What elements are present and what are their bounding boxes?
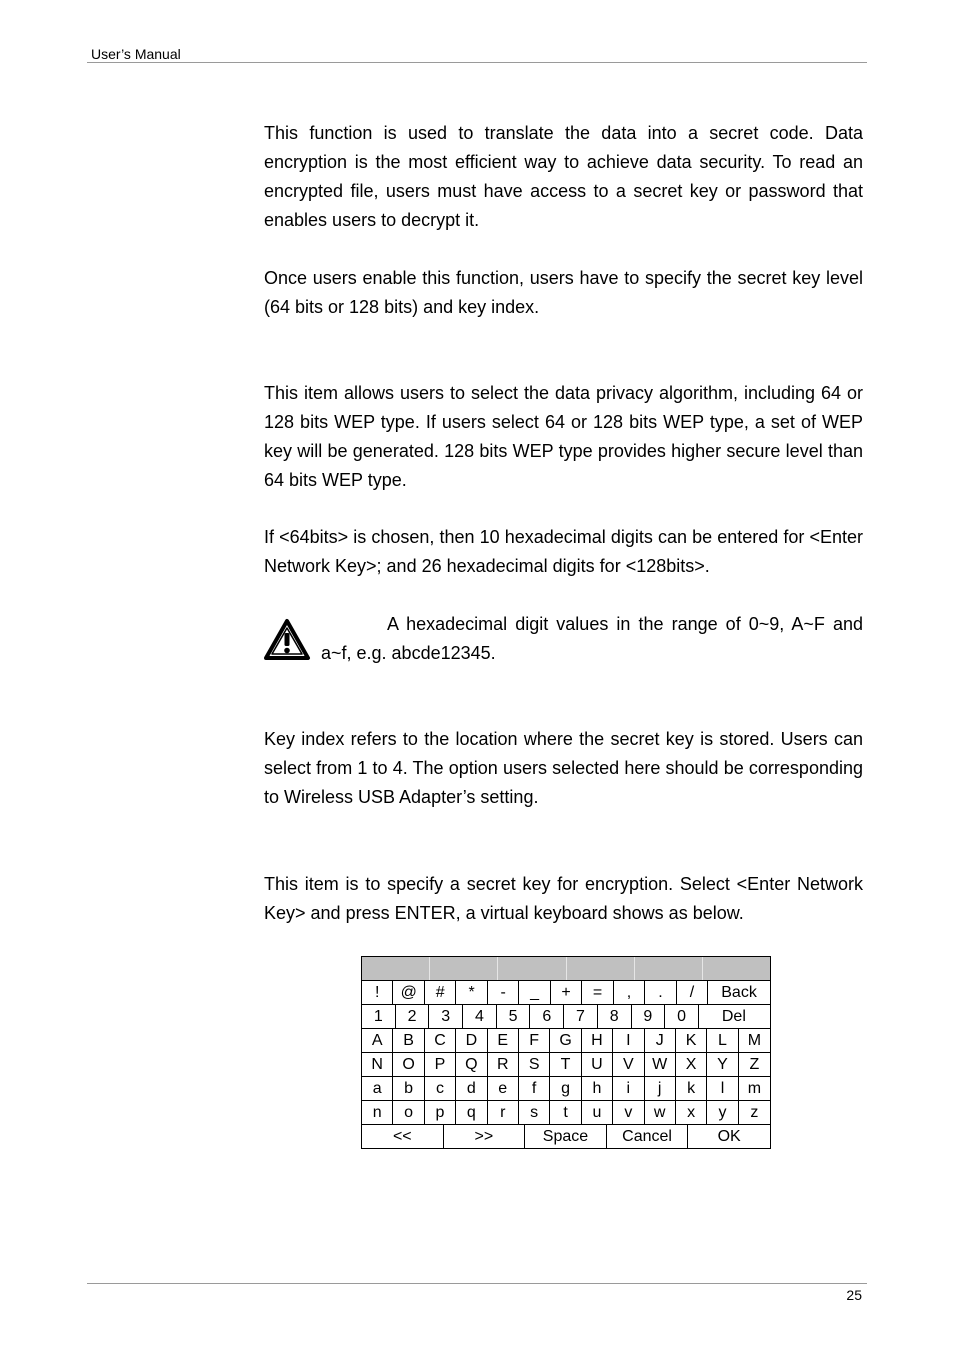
key-symbols-6[interactable]: + <box>551 981 582 1004</box>
key-upper1-12[interactable]: M <box>747 1031 762 1049</box>
keyboard-title-bar <box>362 957 770 981</box>
key-symbols-7[interactable]: = <box>582 981 613 1004</box>
key-lower2-7[interactable]: u <box>582 1101 613 1124</box>
key-lower2-10[interactable]: x <box>676 1101 707 1124</box>
key-upper2-0[interactable]: N <box>362 1053 393 1076</box>
key-lower2-2[interactable]: p <box>425 1101 456 1124</box>
key-upper1-11[interactable]: L <box>707 1029 738 1052</box>
key-lower2-1[interactable]: o <box>393 1101 424 1124</box>
key-controls-3[interactable]: Cancel <box>607 1125 689 1148</box>
key-upper1-1[interactable]: B <box>393 1029 424 1052</box>
key-upper2-1[interactable]: O <box>393 1053 424 1076</box>
key-upper2-11[interactable]: Y <box>707 1053 738 1076</box>
key-upper1-10[interactable]: K <box>676 1029 707 1052</box>
key-lower2-5[interactable]: s <box>519 1101 550 1124</box>
key-symbols-0[interactable]: ! <box>362 981 393 1004</box>
note-text: A hexadecimal digit values in the range of 0~9, A~F and a~f, e.g. abcde12345. <box>321 614 863 663</box>
key-digits-7[interactable]: 8 <box>598 1005 632 1028</box>
key-controls-2[interactable]: Space <box>525 1125 607 1148</box>
key-controls-1[interactable]: >> <box>444 1125 526 1148</box>
key-symbols-4[interactable]: - <box>488 981 519 1004</box>
key-lower2-4[interactable]: r <box>488 1101 519 1124</box>
key-upper2-7[interactable]: U <box>582 1053 613 1076</box>
key-lower1-6[interactable]: g <box>550 1077 581 1100</box>
key-digits-5[interactable]: 6 <box>530 1005 564 1028</box>
keyboard-row-uppercase-1 <box>362 1029 770 1053</box>
paragraph-key-index: Key index refers to the location where the secret key is stored. Users can select from 1 to 4. The option users selected here should be corresponding to Wireless USB Adapter’s setting. <box>264 729 863 807</box>
key-upper2-2[interactable]: P <box>425 1053 456 1076</box>
key-digits-0[interactable]: 1 <box>362 1005 396 1028</box>
key-lower2-12[interactable]: z <box>750 1103 759 1121</box>
keyboard-row-controls <box>362 1125 770 1148</box>
key-lower2-0[interactable]: n <box>362 1101 393 1124</box>
key-symbols-8[interactable]: , <box>614 981 645 1004</box>
key-digits-10[interactable]: Del <box>721 1007 746 1025</box>
key-lower1-0[interactable]: a <box>362 1077 393 1100</box>
key-lower2-8[interactable]: v <box>613 1101 644 1124</box>
key-symbols-5[interactable]: _ <box>519 981 550 1004</box>
paragraph-wep-type: This item allows users to select the data privacy algorithm, including 64 or 128 bits WEP type. If users select 64 or 128 bits WEP type, a set of WEP key will be generated. 128 bits WEP type provides higher secure level than 64 bits WEP type. <box>264 383 863 490</box>
key-upper1-0[interactable]: A <box>362 1029 393 1052</box>
paragraph-enable: Once users enable this function, users have to specify the secret key level (64 bits or 128 bits) and key index. <box>264 268 863 317</box>
key-upper2-12[interactable]: Z <box>749 1055 760 1073</box>
key-lower1-9[interactable]: j <box>645 1077 676 1100</box>
key-upper2-3[interactable]: Q <box>456 1053 487 1076</box>
key-symbols-3[interactable]: * <box>456 981 487 1004</box>
keyboard-row-uppercase-2 <box>362 1053 770 1077</box>
key-symbols-11[interactable]: Back <box>721 983 757 1001</box>
paragraph-encryption: This function is used to translate the data into a secret code. Data encryption is the most efficient way to achieve data security. To read an encrypted file, users must have access to a secret key or password that enables users to decrypt it. <box>264 123 863 230</box>
key-upper2-6[interactable]: T <box>550 1053 581 1076</box>
keyboard-row-lowercase-1 <box>362 1077 770 1101</box>
footer-divider <box>87 1283 867 1284</box>
key-lower1-12[interactable]: m <box>747 1079 762 1097</box>
key-digits-4[interactable]: 5 <box>497 1005 531 1028</box>
header-divider <box>87 62 867 63</box>
key-controls-0[interactable]: << <box>362 1125 444 1148</box>
key-lower1-7[interactable]: h <box>582 1077 613 1100</box>
paragraph-hex-digits: If <64bits> is chosen, then 10 hexadecimal digits can be entered for <Enter Network Key>; and 26 hexadecimal digits for <128bits>. <box>264 527 863 576</box>
keyboard-row-symbols <box>362 981 770 1005</box>
key-controls-4[interactable]: OK <box>717 1127 741 1145</box>
key-upper1-4[interactable]: E <box>488 1029 519 1052</box>
key-upper2-5[interactable]: S <box>519 1053 550 1076</box>
key-digits-9[interactable]: 0 <box>665 1005 699 1028</box>
key-lower2-9[interactable]: w <box>645 1101 676 1124</box>
key-upper1-8[interactable]: I <box>613 1029 644 1052</box>
key-upper1-3[interactable]: D <box>456 1029 487 1052</box>
warning-triangle-icon <box>263 618 311 662</box>
key-digits-1[interactable]: 2 <box>396 1005 430 1028</box>
key-digits-8[interactable]: 9 <box>632 1005 666 1028</box>
key-symbols-2[interactable]: # <box>425 981 456 1004</box>
key-upper1-6[interactable]: G <box>550 1029 581 1052</box>
key-symbols-9[interactable]: . <box>645 981 676 1004</box>
key-upper2-10[interactable]: X <box>676 1053 707 1076</box>
key-lower1-8[interactable]: i <box>613 1077 644 1100</box>
keyboard-row-lowercase-2 <box>362 1101 770 1125</box>
key-lower2-3[interactable]: q <box>456 1101 487 1124</box>
key-symbols-10[interactable]: / <box>677 981 708 1004</box>
paragraph-network-key: This item is to specify a secret key for encryption. Select <Enter Network Key> and press ENTER, a virtual keyboard shows as below. <box>264 874 863 923</box>
key-lower2-11[interactable]: y <box>707 1101 738 1124</box>
key-upper2-4[interactable]: R <box>488 1053 519 1076</box>
key-lower1-2[interactable]: c <box>425 1077 456 1100</box>
key-lower2-6[interactable]: t <box>550 1101 581 1124</box>
key-lower1-1[interactable]: b <box>393 1077 424 1100</box>
key-upper2-9[interactable]: W <box>645 1053 676 1076</box>
key-upper1-9[interactable]: J <box>645 1029 676 1052</box>
header-title: User’s Manual <box>91 46 181 62</box>
key-digits-6[interactable]: 7 <box>564 1005 598 1028</box>
virtual-keyboard <box>361 956 771 1149</box>
key-lower1-4[interactable]: e <box>488 1077 519 1100</box>
key-symbols-1[interactable]: @ <box>393 981 424 1004</box>
page-number: 25 <box>846 1287 862 1303</box>
keyboard-row-digits <box>362 1005 770 1029</box>
key-lower1-10[interactable]: k <box>676 1077 707 1100</box>
key-lower1-5[interactable]: f <box>519 1077 550 1100</box>
key-upper2-8[interactable]: V <box>613 1053 644 1076</box>
key-digits-2[interactable]: 3 <box>429 1005 463 1028</box>
key-upper1-5[interactable]: F <box>519 1029 550 1052</box>
key-upper1-2[interactable]: C <box>425 1029 456 1052</box>
key-upper1-7[interactable]: H <box>582 1029 613 1052</box>
key-lower1-11[interactable]: l <box>707 1077 738 1100</box>
key-lower1-3[interactable]: d <box>456 1077 487 1100</box>
key-digits-3[interactable]: 4 <box>463 1005 497 1028</box>
